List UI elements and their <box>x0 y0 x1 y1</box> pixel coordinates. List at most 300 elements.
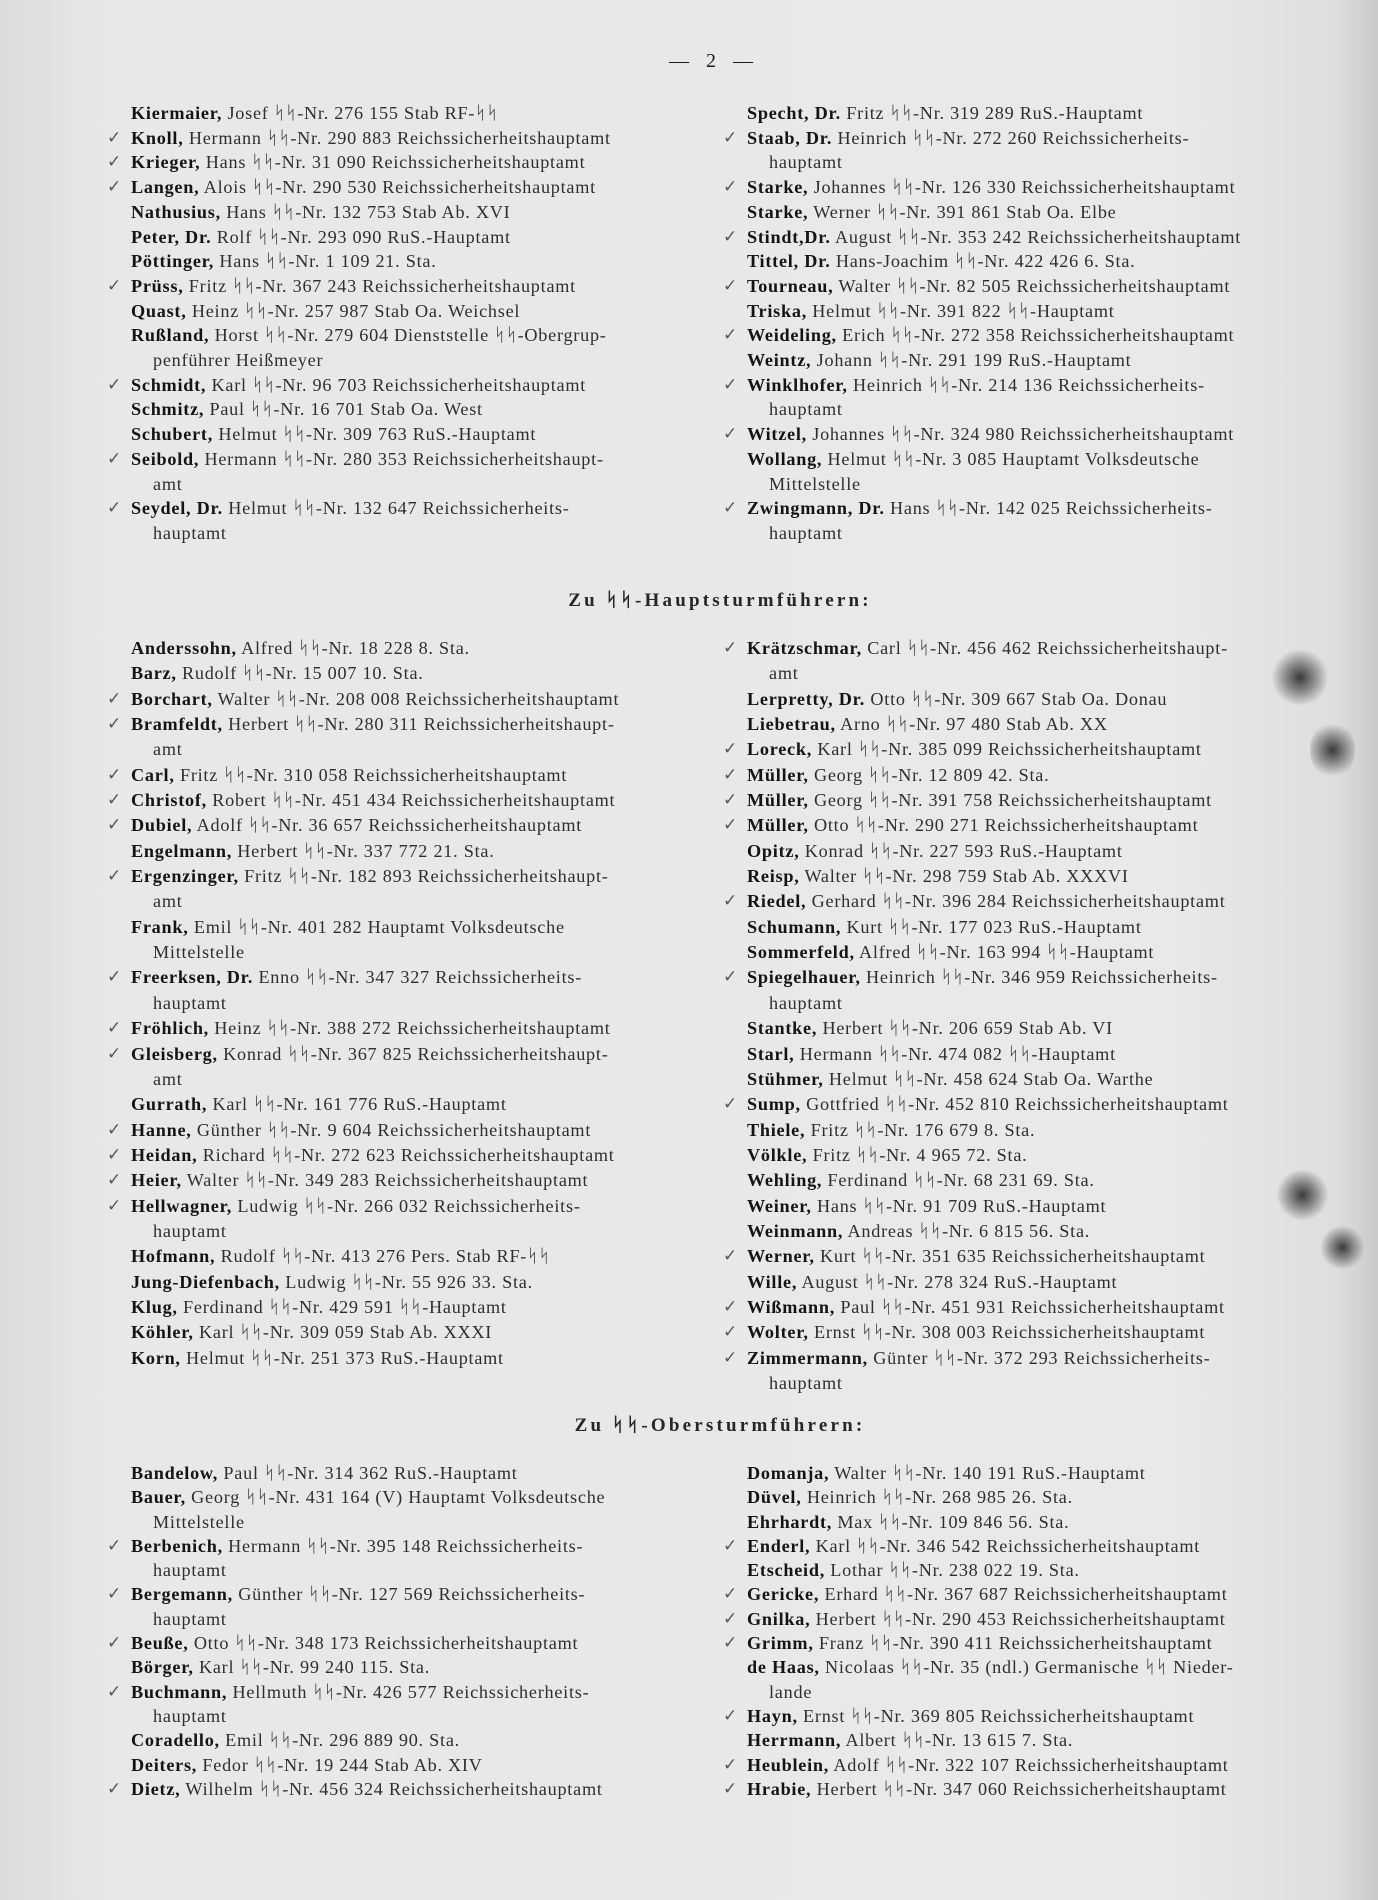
list-entry <box>723 788 1307 813</box>
entry-surname: Christof, <box>131 790 207 811</box>
entry-surname: Gnilka, <box>747 1608 811 1629</box>
list-entry <box>107 1534 691 1583</box>
list-entry <box>107 274 691 299</box>
entry-surname: Berbenich, <box>131 1535 223 1556</box>
list-entry <box>131 661 691 686</box>
entry-details: Robert ᛋᛋ-Nr. 451 434 Reichssicherheitshauptamt <box>212 790 616 811</box>
entry-surname: Gurrath, <box>131 1094 208 1115</box>
entry-surname: Schmidt, <box>131 374 207 395</box>
entry-surname: Krätzschmar, <box>747 638 862 658</box>
entry-details: Herbert ᛋᛋ-Nr. 347 060 Reichssicherheitshauptamt <box>816 1778 1227 1799</box>
check-mark-icon: ✓ <box>723 1705 738 1726</box>
entry-surname: Börger, <box>131 1657 194 1678</box>
list-entry <box>747 1118 1307 1143</box>
entry-surname: Heublein, <box>747 1754 830 1775</box>
entry-surname: Buchmann, <box>131 1681 228 1702</box>
entry-details: Fritz ᛋᛋ-Nr. 4 965 72. Sta. <box>812 1144 1028 1165</box>
list-entry <box>723 1244 1307 1269</box>
entry-surname: Müller, <box>747 764 809 785</box>
entry-details: Gerhard ᛋᛋ-Nr. 396 284 Reichssicherheitshauptamt <box>811 891 1226 912</box>
section-1-left-column <box>107 101 691 546</box>
entry-details: Karl ᛋᛋ-Nr. 99 240 115. Sta. <box>198 1657 431 1678</box>
entry-details: Adolf ᛋᛋ-Nr. 36 657 Reichssicherheitshauptamt <box>196 815 583 836</box>
list-entry <box>723 373 1307 422</box>
list-entry <box>131 1346 691 1371</box>
entry-details: Horst ᛋᛋ-Nr. 279 604 Dienststelle ᛋᛋ-Obergrup- <box>214 325 607 346</box>
entry-details: Hans-Joachim ᛋᛋ-Nr. 422 426 6. Sta. <box>835 251 1136 272</box>
entry-continuation: hauptamt <box>153 1608 227 1629</box>
list-entry <box>747 1168 1307 1193</box>
list-entry <box>131 1295 691 1320</box>
entry-surname: Bauer, <box>131 1487 186 1508</box>
entry-surname: Triska, <box>747 300 807 321</box>
list-entry <box>107 1777 691 1801</box>
list-entry <box>131 249 691 274</box>
list-entry <box>747 1219 1307 1244</box>
check-mark-icon: ✓ <box>107 177 122 198</box>
list-entry <box>723 1777 1307 1801</box>
list-entry <box>131 1320 691 1345</box>
list-entry <box>723 1092 1307 1117</box>
check-mark-icon: ✓ <box>723 1535 738 1556</box>
list-entry <box>107 763 691 788</box>
entry-surname: Knoll, <box>131 127 184 148</box>
entry-surname: Herrmann, <box>747 1730 842 1751</box>
entry-continuation: hauptamt <box>153 992 227 1013</box>
entry-continuation: amt <box>153 739 183 760</box>
entry-details: Lothar ᛋᛋ-Nr. 238 022 19. Sta. <box>830 1560 1080 1581</box>
entry-surname: Düvel, <box>747 1487 802 1508</box>
entry-details: Günther ᛋᛋ-Nr. 9 604 Reichssicherheitshauptamt <box>196 1119 592 1140</box>
check-mark-icon: ✓ <box>107 1535 122 1556</box>
entry-details: Helmut ᛋᛋ-Nr. 251 373 RuS.-Hauptamt <box>186 1347 504 1368</box>
list-entry <box>723 737 1307 762</box>
entry-details: Nicolaas ᛋᛋ-Nr. 35 (ndl.) Germanische ᛋᛋ Nieder- <box>825 1657 1234 1678</box>
check-mark-icon: ✓ <box>723 275 738 296</box>
entry-continuation: Mittelstelle <box>153 1511 245 1532</box>
entry-surname: Bramfeldt, <box>131 714 223 735</box>
entry-surname: Dubiel, <box>131 815 193 836</box>
entry-details: Adolf ᛋᛋ-Nr. 322 107 Reichssicherheitshauptamt <box>833 1754 1229 1775</box>
check-mark-icon: ✓ <box>107 1043 122 1064</box>
entry-details: Rolf ᛋᛋ-Nr. 293 090 RuS.-Hauptamt <box>216 226 511 247</box>
entry-surname: Stühmer, <box>747 1068 824 1089</box>
list-entry <box>131 1485 691 1534</box>
check-mark-icon: ✓ <box>723 1322 738 1343</box>
list-entry <box>107 712 691 763</box>
entry-details: Ernst ᛋᛋ-Nr. 369 805 Reichssicherheitshauptamt <box>803 1705 1195 1726</box>
entry-surname: Müller, <box>747 790 809 811</box>
entry-surname: Beuße, <box>131 1633 189 1654</box>
entry-details: Alois ᛋᛋ-Nr. 290 530 Reichssicherheitshauptamt <box>203 177 596 198</box>
entry-surname: Freerksen, Dr. <box>131 967 254 988</box>
entry-surname: Krieger, <box>131 152 201 173</box>
entry-surname: Anderssohn, <box>131 638 237 658</box>
entry-details: Günther ᛋᛋ-Nr. 127 569 Reichssicherheits- <box>238 1584 586 1605</box>
entry-surname: de Haas, <box>747 1657 820 1678</box>
entry-details: Wilhelm ᛋᛋ-Nr. 456 324 Reichssicherheitshauptamt <box>185 1778 603 1799</box>
entry-continuation: hauptamt <box>153 1705 227 1726</box>
list-entry <box>107 864 691 915</box>
entry-details: August ᛋᛋ-Nr. 278 324 RuS.-Hauptamt <box>801 1271 1118 1292</box>
entry-details: Heinrich ᛋᛋ-Nr. 346 959 Reichssicherheits- <box>865 967 1218 988</box>
check-mark-icon: ✓ <box>723 424 738 445</box>
entry-surname: Quast, <box>131 300 187 321</box>
entry-details: Georg ᛋᛋ-Nr. 391 758 Reichssicherheitshauptamt <box>813 790 1212 811</box>
list-entry <box>131 1244 691 1269</box>
entry-surname: Seibold, <box>131 448 200 469</box>
entry-details: Emil ᛋᛋ-Nr. 296 889 90. Sta. <box>225 1730 460 1751</box>
entry-details: Josef ᛋᛋ-Nr. 276 155 Stab RF-ᛋᛋ <box>227 103 499 123</box>
list-entry <box>723 175 1307 200</box>
list-entry <box>107 965 691 1016</box>
entry-details: Karl ᛋᛋ-Nr. 96 703 Reichssicherheitshauptamt <box>211 374 587 395</box>
list-entry <box>747 348 1307 373</box>
entry-continuation: hauptamt <box>153 1220 227 1241</box>
entry-surname: Specht, Dr. <box>747 103 841 123</box>
entry-details: Enno ᛋᛋ-Nr. 347 327 Reichssicherheits- <box>258 967 583 988</box>
entry-surname: Müller, <box>747 815 809 836</box>
entry-details: Richard ᛋᛋ-Nr. 272 623 Reichssicherheitshauptamt <box>202 1144 615 1165</box>
list-entry <box>723 1320 1307 1345</box>
entry-details: Hans ᛋᛋ-Nr. 31 090 Reichssicherheitshauptamt <box>205 152 586 173</box>
paper-stain <box>1270 650 1330 705</box>
entry-continuation: hauptamt <box>153 522 227 543</box>
entry-surname: Deiters, <box>131 1754 198 1775</box>
entry-details: Hermann ᛋᛋ-Nr. 395 148 Reichssicherheits- <box>228 1535 584 1556</box>
list-entry <box>107 373 691 398</box>
list-entry <box>747 1270 1307 1295</box>
check-mark-icon: ✓ <box>723 790 738 811</box>
entry-details: Heinz ᛋᛋ-Nr. 388 272 Reichssicherheitshauptamt <box>214 1018 611 1039</box>
list-entry <box>723 1753 1307 1777</box>
entry-surname: Bandelow, <box>131 1463 219 1483</box>
list-entry <box>131 839 691 864</box>
list-entry <box>723 889 1307 914</box>
list-entry <box>131 1092 691 1117</box>
list-entry <box>747 1655 1307 1704</box>
check-mark-icon: ✓ <box>723 967 738 988</box>
entry-surname: Heidan, <box>131 1144 198 1165</box>
entry-details: Georg ᛋᛋ-Nr. 431 164 (V) Hauptamt Volksdeutsche <box>191 1487 606 1508</box>
entry-details: Johannes ᛋᛋ-Nr. 324 980 Reichssicherheitshauptamt <box>812 424 1235 445</box>
check-mark-icon: ✓ <box>107 127 122 148</box>
check-mark-icon: ✓ <box>107 714 122 735</box>
check-mark-icon: ✓ <box>723 638 738 658</box>
entry-surname: Wißmann, <box>747 1296 836 1317</box>
list-entry <box>131 1728 691 1752</box>
entry-surname: Staab, Dr. <box>747 127 833 148</box>
list-entry <box>747 1067 1307 1092</box>
list-entry <box>723 1631 1307 1655</box>
check-mark-icon: ✓ <box>723 1778 738 1799</box>
entry-details: Hellmuth ᛋᛋ-Nr. 426 577 Reichssicherheits- <box>232 1681 590 1702</box>
entry-surname: Völkle, <box>747 1144 808 1165</box>
list-entry <box>723 1582 1307 1606</box>
list-entry <box>107 1118 691 1143</box>
entry-surname: Fröhlich, <box>131 1018 209 1039</box>
entry-details: Konrad ᛋᛋ-Nr. 367 825 Reichssicherheitshaupt- <box>223 1043 609 1064</box>
list-entry <box>107 126 691 151</box>
check-mark-icon: ✓ <box>723 226 738 247</box>
entry-surname: Domanja, <box>747 1463 830 1483</box>
entry-details: Werner ᛋᛋ-Nr. 391 861 Stab Oa. Elbe <box>813 201 1117 222</box>
entry-details: Hans ᛋᛋ-Nr. 142 025 Reichssicherheits- <box>889 498 1213 519</box>
entry-continuation: hauptamt <box>769 522 843 543</box>
list-entry <box>723 225 1307 250</box>
entry-surname: Langen, <box>131 177 200 198</box>
check-mark-icon: ✓ <box>107 1119 122 1140</box>
list-entry <box>723 813 1307 838</box>
check-mark-icon: ✓ <box>723 1584 738 1605</box>
list-entry <box>747 1510 1307 1534</box>
paper-stain <box>1275 1170 1330 1220</box>
entry-details: Walter ᛋᛋ-Nr. 140 191 RuS.-Hauptamt <box>834 1463 1146 1483</box>
entry-surname: Weideling, <box>747 325 837 346</box>
entry-details: Alfred ᛋᛋ-Nr. 163 994 ᛋᛋ-Hauptamt <box>859 942 1155 963</box>
section-3-right-column <box>723 1461 1307 1801</box>
entry-surname: Liebetrau, <box>747 714 836 735</box>
entry-surname: Prüss, <box>131 275 184 296</box>
entry-surname: Gericke, <box>747 1584 820 1605</box>
entry-details: Fritz ᛋᛋ-Nr. 319 289 RuS.-Hauptamt <box>846 103 1144 123</box>
check-mark-icon: ✓ <box>107 374 122 395</box>
entry-surname: Bergemann, <box>131 1584 233 1605</box>
list-entry <box>747 447 1307 496</box>
entry-details: Otto ᛋᛋ-Nr. 290 271 Reichssicherheitshauptamt <box>813 815 1199 836</box>
list-entry <box>131 323 691 372</box>
entry-surname: Weiner, <box>747 1195 812 1216</box>
list-entry <box>107 150 691 175</box>
check-mark-icon: ✓ <box>107 866 122 887</box>
check-mark-icon: ✓ <box>723 1754 738 1775</box>
entry-surname: Starke, <box>747 177 809 198</box>
list-entry <box>723 1607 1307 1631</box>
entry-details: Fritz ᛋᛋ-Nr. 367 243 Reichssicherheitshauptamt <box>188 275 576 296</box>
entry-details: Hans ᛋᛋ-Nr. 1 109 21. Sta. <box>219 251 437 272</box>
entry-surname: Frank, <box>131 916 189 937</box>
entry-surname: Witzel, <box>747 424 807 445</box>
check-mark-icon: ✓ <box>107 1633 122 1654</box>
entry-details: Paul ᛋᛋ-Nr. 314 362 RuS.-Hauptamt <box>223 1463 518 1483</box>
entry-details: Paul ᛋᛋ-Nr. 451 931 Reichssicherheitshauptamt <box>840 1296 1225 1317</box>
entry-details: Hans ᛋᛋ-Nr. 132 753 Stab Ab. XVI <box>226 201 511 222</box>
list-entry <box>747 864 1307 889</box>
entry-details: August ᛋᛋ-Nr. 353 242 Reichssicherheitshauptamt <box>834 226 1242 247</box>
entry-surname: Stindt,Dr. <box>747 226 831 247</box>
list-entry <box>723 274 1307 299</box>
list-entry <box>107 447 691 496</box>
entry-details: Heinrich ᛋᛋ-Nr. 268 985 26. Sta. <box>806 1487 1073 1508</box>
entry-surname: Borchart, <box>131 688 213 709</box>
list-entry <box>131 225 691 250</box>
check-mark-icon: ✓ <box>107 1170 122 1191</box>
entry-details: Herbert ᛋᛋ-Nr. 206 659 Stab Ab. VI <box>822 1018 1113 1039</box>
entry-details: Franz ᛋᛋ-Nr. 390 411 Reichssicherheitshauptamt <box>818 1633 1213 1654</box>
check-mark-icon: ✓ <box>107 275 122 296</box>
entry-surname: Pöttinger, <box>131 251 215 272</box>
check-mark-icon: ✓ <box>723 498 738 519</box>
list-entry <box>747 687 1307 712</box>
entry-details: Walter ᛋᛋ-Nr. 349 283 Reichssicherheitshauptamt <box>186 1170 589 1191</box>
entry-surname: Wille, <box>747 1271 798 1292</box>
entry-surname: Köhler, <box>131 1322 194 1343</box>
list-entry <box>747 1016 1307 1041</box>
entry-surname: Heier, <box>131 1170 182 1191</box>
entry-details: Helmut ᛋᛋ-Nr. 458 624 Stab Oa. Warthe <box>828 1068 1154 1089</box>
entry-details: Karl ᛋᛋ-Nr. 309 059 Stab Ab. XXXI <box>198 1322 493 1343</box>
entry-details: Herbert ᛋᛋ-Nr. 290 453 Reichssicherheitshauptamt <box>815 1608 1226 1629</box>
entry-details: Paul ᛋᛋ-Nr. 16 701 Stab Oa. West <box>209 399 483 420</box>
entry-surname: Rußland, <box>131 325 210 346</box>
entry-surname: Weintz, <box>747 350 812 371</box>
entry-details: Herbert ᛋᛋ-Nr. 280 311 Reichssicherheitshaupt- <box>228 714 615 735</box>
entry-surname: Wollang, <box>747 448 823 469</box>
entry-details: Hermann ᛋᛋ-Nr. 474 082 ᛋᛋ-Hauptamt <box>799 1043 1116 1064</box>
check-mark-icon: ✓ <box>723 374 738 395</box>
entry-surname: Korn, <box>131 1347 181 1368</box>
entry-details: Karl ᛋᛋ-Nr. 385 099 Reichssicherheitshauptamt <box>817 739 1202 760</box>
entry-surname: Barz, <box>131 663 177 684</box>
check-mark-icon: ✓ <box>723 127 738 148</box>
entry-surname: Kiermaier, <box>131 103 223 123</box>
check-mark-icon: ✓ <box>723 1608 738 1629</box>
entry-surname: Schmitz, <box>131 399 205 420</box>
entry-continuation: hauptamt <box>153 1560 227 1581</box>
entry-continuation: lande <box>769 1681 813 1702</box>
paper-stain <box>1310 720 1355 780</box>
entry-details: Kurt ᛋᛋ-Nr. 351 635 Reichssicherheitshauptamt <box>820 1246 1206 1267</box>
entry-details: Karl ᛋᛋ-Nr. 161 776 RuS.-Hauptamt <box>212 1094 507 1115</box>
list-entry <box>107 1582 691 1631</box>
entry-details: Helmut ᛋᛋ-Nr. 309 763 RuS.-Hauptamt <box>218 424 537 445</box>
entry-details: Heinrich ᛋᛋ-Nr. 214 136 Reichssicherheits- <box>853 374 1205 395</box>
list-entry <box>747 839 1307 864</box>
entry-surname: Lerpretty, Dr. <box>747 688 866 709</box>
entry-surname: Tourneau, <box>747 275 834 296</box>
list-entry <box>747 1558 1307 1582</box>
entry-surname: Schumann, <box>747 916 842 937</box>
entry-surname: Grimm, <box>747 1633 814 1654</box>
list-entry <box>107 1194 691 1245</box>
entry-surname: Opitz, <box>747 840 800 861</box>
section-3-left-column <box>107 1461 691 1801</box>
check-mark-icon: ✓ <box>107 1584 122 1605</box>
entry-details: Ludwig ᛋᛋ-Nr. 266 032 Reichssicherheits- <box>237 1195 581 1216</box>
entry-details: Albert ᛋᛋ-Nr. 13 615 7. Sta. <box>845 1730 1074 1751</box>
list-entry <box>747 249 1307 274</box>
check-mark-icon: ✓ <box>107 1018 122 1039</box>
list-entry <box>747 200 1307 225</box>
entry-surname: Spiegelhauer, <box>747 967 861 988</box>
entry-surname: Ergenzinger, <box>131 866 239 887</box>
list-entry <box>107 1143 691 1168</box>
entry-surname: Thiele, <box>747 1119 806 1140</box>
list-entry <box>723 126 1307 175</box>
entry-details: Karl ᛋᛋ-Nr. 346 542 Reichssicherheitshauptamt <box>815 1535 1201 1556</box>
entry-details: Carl ᛋᛋ-Nr. 456 462 Reichssicherheitshaupt- <box>867 638 1228 658</box>
entry-details: Fritz ᛋᛋ-Nr. 176 679 8. Sta. <box>810 1119 1036 1140</box>
list-entry <box>747 299 1307 324</box>
entry-details: Walter ᛋᛋ-Nr. 208 008 Reichssicherheitshauptamt <box>217 688 620 709</box>
entry-surname: Wolter, <box>747 1322 809 1343</box>
entry-details: Hermann ᛋᛋ-Nr. 280 353 Reichssicherheitshaupt- <box>204 448 604 469</box>
check-mark-icon: ✓ <box>723 1633 738 1654</box>
list-entry <box>747 1042 1307 1067</box>
entry-details: Hans ᛋᛋ-Nr. 91 709 RuS.-Hauptamt <box>817 1195 1107 1216</box>
entry-details: Helmut ᛋᛋ-Nr. 391 822 ᛋᛋ-Hauptamt <box>812 300 1115 321</box>
check-mark-icon: ✓ <box>723 325 738 346</box>
list-entry <box>131 422 691 447</box>
entry-surname: Hellwagner, <box>131 1195 233 1216</box>
entry-surname: Coradello, <box>131 1730 220 1751</box>
entry-details: Andreas ᛋᛋ-Nr. 6 815 56. Sta. <box>847 1220 1091 1241</box>
list-entry <box>131 1753 691 1777</box>
check-mark-icon: ✓ <box>107 688 122 709</box>
list-entry <box>723 323 1307 348</box>
entry-details: Günter ᛋᛋ-Nr. 372 293 Reichssicherheits- <box>873 1347 1211 1368</box>
entry-details: Erich ᛋᛋ-Nr. 272 358 Reichssicherheitshauptamt <box>842 325 1235 346</box>
entry-details: Walter ᛋᛋ-Nr. 82 505 Reichssicherheitshauptamt <box>838 275 1231 296</box>
check-mark-icon: ✓ <box>107 498 122 519</box>
list-entry <box>107 1016 691 1041</box>
check-mark-icon: ✓ <box>107 1778 122 1799</box>
entry-details: Kurt ᛋᛋ-Nr. 177 023 RuS.-Hauptamt <box>846 916 1142 937</box>
check-mark-icon: ✓ <box>723 1246 738 1267</box>
list-entry <box>747 1194 1307 1219</box>
entry-continuation: hauptamt <box>769 1372 843 1393</box>
entry-surname: Starke, <box>747 201 809 222</box>
heading-hauptsturmfuehrer: Zu ᛋᛋ-Hauptsturmführern: <box>568 590 872 611</box>
check-mark-icon: ✓ <box>723 1094 738 1115</box>
list-entry <box>747 1143 1307 1168</box>
entry-surname: Peter, Dr. <box>131 226 212 247</box>
entry-continuation: amt <box>153 891 183 912</box>
entry-surname: Enderl, <box>747 1535 811 1556</box>
check-mark-icon: ✓ <box>107 1681 122 1702</box>
check-mark-icon: ✓ <box>107 967 122 988</box>
list-entry <box>131 1461 691 1485</box>
list-entry <box>131 1655 691 1679</box>
list-entry <box>747 1461 1307 1485</box>
list-entry <box>107 1631 691 1655</box>
check-mark-icon: ✓ <box>107 764 122 785</box>
list-entry <box>131 1270 691 1295</box>
list-entry <box>107 496 691 545</box>
list-entry <box>723 1534 1307 1558</box>
entry-details: Gottfried ᛋᛋ-Nr. 452 810 Reichssicherheitshauptamt <box>806 1094 1229 1115</box>
entry-details: Hermann ᛋᛋ-Nr. 290 883 Reichssicherheitshauptamt <box>188 127 611 148</box>
entry-details: Johann ᛋᛋ-Nr. 291 199 RuS.-Hauptamt <box>816 350 1132 371</box>
entry-surname: Zwingmann, Dr. <box>747 498 885 519</box>
entry-details: Fritz ᛋᛋ-Nr. 310 058 Reichssicherheitshauptamt <box>179 764 568 785</box>
entry-surname: Wehling, <box>747 1170 823 1191</box>
list-entry <box>131 299 691 324</box>
list-entry <box>107 687 691 712</box>
entry-surname: Werner, <box>747 1246 815 1267</box>
entry-surname: Ehrhardt, <box>747 1511 833 1532</box>
entry-details: Ernst ᛋᛋ-Nr. 308 003 Reichssicherheitshauptamt <box>813 1322 1206 1343</box>
entry-continuation: amt <box>769 663 799 684</box>
entry-details: Fritz ᛋᛋ-Nr. 182 893 Reichssicherheitshaupt- <box>244 866 609 887</box>
list-entry <box>747 1485 1307 1509</box>
list-entry <box>107 1042 691 1093</box>
entry-continuation: hauptamt <box>769 152 843 173</box>
check-mark-icon: ✓ <box>107 152 122 173</box>
check-mark-icon: ✓ <box>107 448 122 469</box>
entry-details: Ferdinand ᛋᛋ-Nr. 429 591 ᛋᛋ-Hauptamt <box>183 1296 507 1317</box>
list-entry <box>723 1346 1307 1397</box>
